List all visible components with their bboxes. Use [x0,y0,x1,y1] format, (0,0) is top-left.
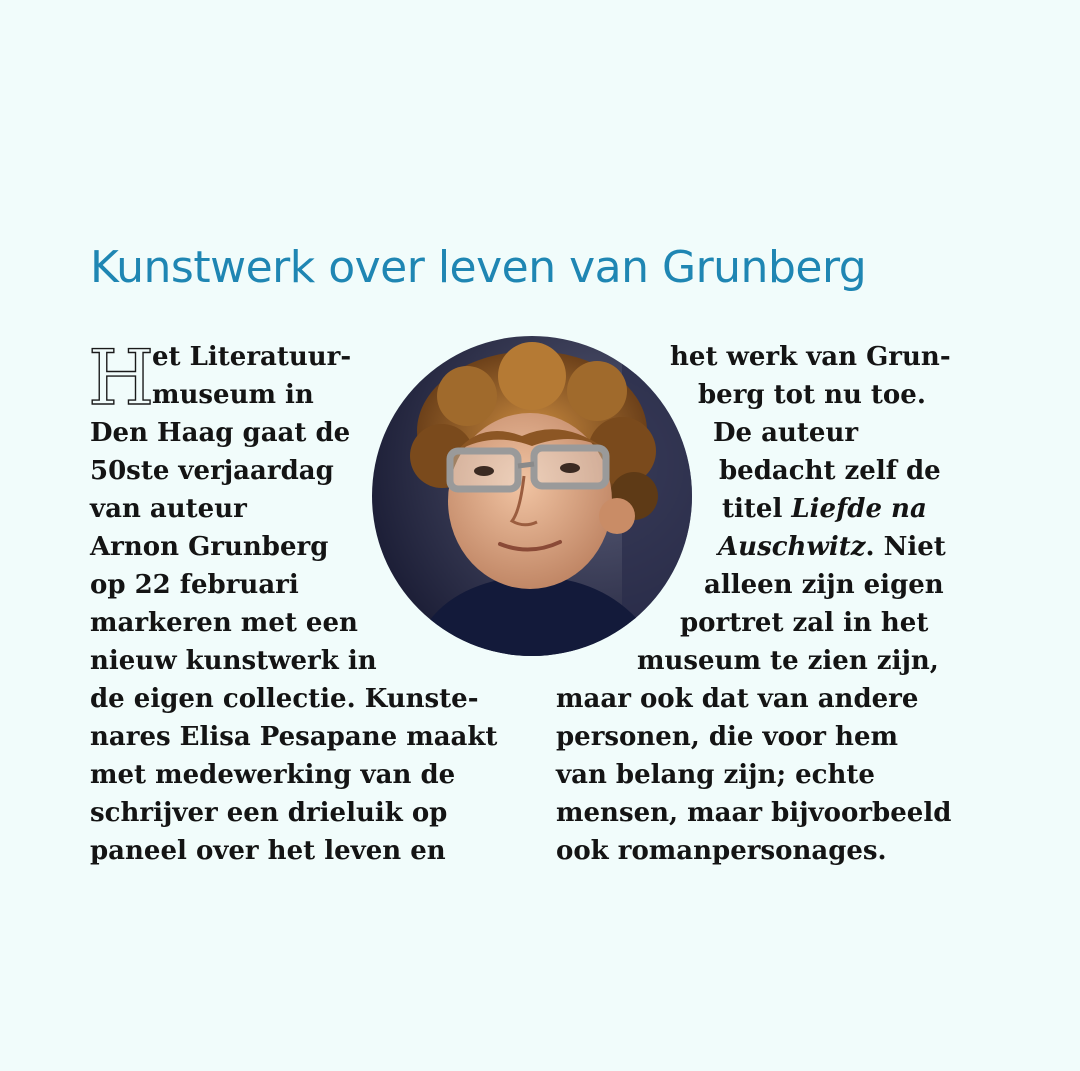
body-line: Arnon Grunberg [90,532,329,562]
body-line: ook romanpersonages. [556,836,887,866]
body-line: met medewerking van de [90,760,456,790]
body-line: berg tot nu toe. [698,380,926,410]
body-line: et Literatuur- [152,342,352,372]
author-portrait-photo [372,336,692,656]
body-line: 50ste verjaardag [90,456,334,486]
body-line: van belang zijn; echte [556,760,875,790]
body-line: mensen, maar bijvoorbeeld [556,798,952,828]
body-line: nares Elisa Pesapane maakt [90,722,498,752]
body-line: paneel over het leven en [90,836,446,866]
body-line: nieuw kunstwerk in [90,646,377,676]
body-line: museum te zien zijn, [637,646,939,676]
body-line: portret zal in het [680,608,929,638]
body-text: . Niet [865,532,946,562]
article-headline: Kunstwerk over leven van Grunberg [90,242,867,293]
body-line [718,528,946,566]
body-line: bedacht zelf de [719,456,941,486]
book-title-italic: Liefde na [791,494,927,524]
body-line: maar ook dat van andere [556,684,919,714]
body-line: Den Haag gaat de [90,418,351,448]
body-line: schrijver een drieluik op [90,798,448,828]
drop-cap: H [88,333,155,422]
body-line: op 22 februari [90,570,299,600]
body-line: de eigen collectie. Kunste- [90,684,479,714]
book-title-italic: Auschwitz [718,532,866,562]
body-line: museum in [152,380,314,410]
body-line: De auteur [713,418,859,448]
body-line: markeren met een [90,608,358,638]
body-line: het werk van Grun- [670,342,951,372]
body-line: personen, die voor hem [556,722,898,752]
body-line [722,490,927,528]
body-line: van auteur [90,494,247,524]
body-line: alleen zijn eigen [704,570,944,600]
body-text: titel [722,494,783,524]
